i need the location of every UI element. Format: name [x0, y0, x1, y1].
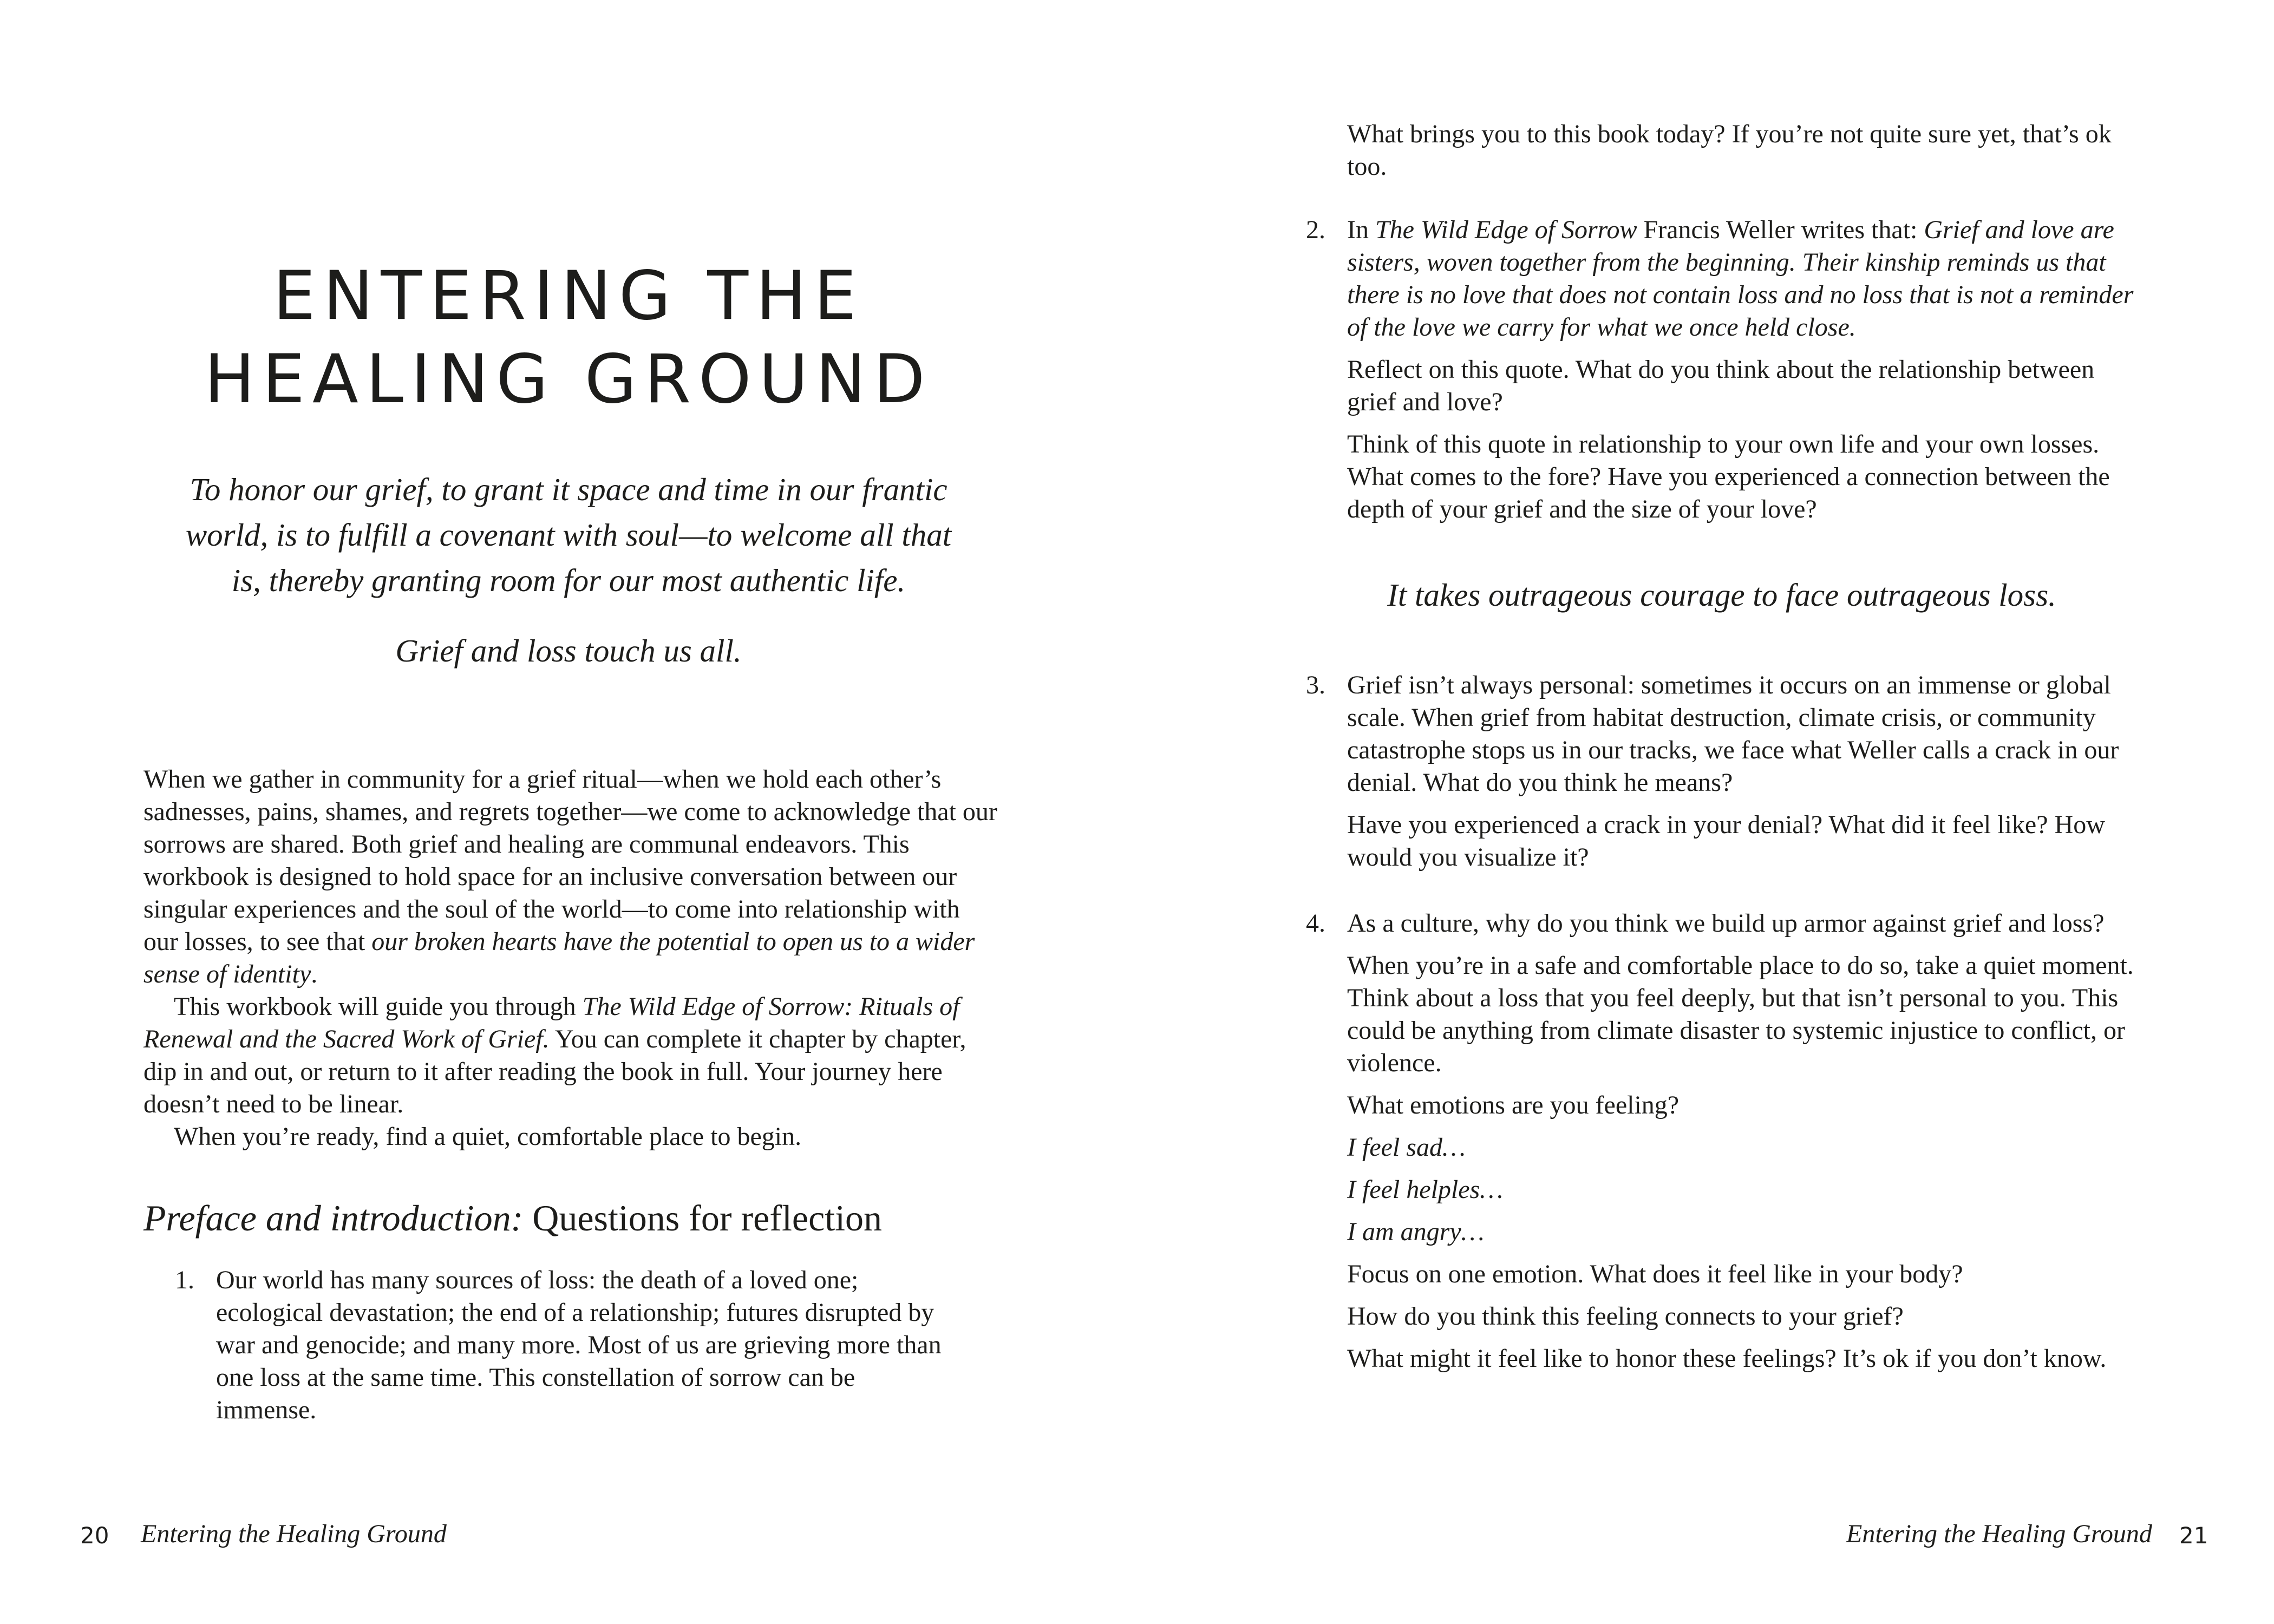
running-footer-left: Entering the Healing Ground [141, 1520, 447, 1548]
question-text: Think of this quote in relationship to your own life and your own losses. What comes to the fore? Have you experienced a connection between the depth of your grief and the size of your love? [1347, 430, 2110, 523]
question-number: 1. [175, 1266, 194, 1294]
question-text: As a culture, why do you think we build up armor against grief and loss? [1347, 909, 2105, 938]
right-page [1137, 0, 2274, 1624]
intro-p1-text: When we gather in community for a grief ritual—when we hold each other’s sadnesses, pains, shames, and regrets together—we come to acknowledge that our sorrows are shared. Both grief and healing are communal endeavors. This workbook is designed to hold space for an inclusive conversation between our singular experiences and the soul of the world—to come into relationship with our losses, to see that [143, 765, 997, 956]
question-text: Focus on one emotion. What does it feel like in your body? [1347, 1260, 1963, 1288]
question-text: Grief isn’t always personal: sometimes it occurs on an immense or global scale. When grief from habitat destruction, climate crisis, or community catastrophe stops us in our tracks, we face what Weller calls a crack in our denial. What do you think he means? [1347, 671, 2119, 797]
intro-p2-text-b: You can complete it chapter by chapter, dip in and out, or return to it after reading the book in full. Your journey here doesn’t need to be linear. [143, 1025, 966, 1118]
chapter-title-line-1: ENTERING THE [273, 257, 864, 335]
prompt-italic: I feel sad… [1347, 1133, 1466, 1162]
epigraph: To honor our grief, to grant it space and time in our frantic world, is to fulfill a covenant with soul—to welcome all that is, thereby granting room for our most authentic life. [185, 472, 952, 598]
question-text: When you’re in a safe and comfortable place to do so, take a quiet moment. Think about a loss that you feel deeply, but that isn’t personal to you. This could be anything from climate disaster to systemic injustice to conflict, or violence. [1347, 951, 2134, 1077]
chapter-title [146, 254, 991, 421]
item2-quote: Grief and love are sisters, woven together from the beginning. Their kinship reminds us that there is no love that does not contain loss and no loss that is not a reminder of the love we carry for what we once held close. [1347, 215, 2134, 342]
running-footer-right: Entering the Healing Ground [1846, 1520, 2152, 1548]
chapter-title-line-2: HEALING GROUND [204, 340, 933, 418]
section-heading [143, 1195, 882, 1241]
prompt-italic: I am angry… [1347, 1217, 1485, 1246]
item2-text-a: In [1347, 215, 1375, 244]
intro-paragraph-3: When you’re ready, find a quiet, comfortable place to begin. [174, 1122, 802, 1151]
intro-p2-text: This workbook will guide you through [174, 992, 583, 1021]
question-text: Reflect on this quote. What do you think about the relationship between grief and love? [1347, 355, 2095, 416]
question-text: Our world has many sources of loss: the death of a loved one; ecological devastation; the end of a relationship; futures disrupted by war and genocide; and many more. Most of us are grieving more than one loss at the same time. This constellation of sorrow can be immense. [216, 1266, 942, 1424]
section-heading-rest: Questions for reflection [523, 1197, 883, 1239]
question-item-1-continued [1347, 118, 2138, 193]
question-text [1347, 214, 2138, 344]
item2-text-b: Francis Weller writes that: [1637, 215, 1924, 244]
intro-p2-book-title: The Wild Edge of Sorrow: Rituals of Renewal and the Sacred Work of Grief. [143, 992, 960, 1053]
intro-text [143, 763, 999, 1153]
question-number: 3. [1306, 671, 1325, 699]
intro-paragraph-2 [143, 991, 999, 1121]
intro-p1-end: . [311, 960, 318, 988]
prompt-italic: I feel helples… [1347, 1175, 1503, 1204]
section-heading-italic: Preface and introduction: [143, 1197, 524, 1239]
question-text: Have you experienced a crack in your denial? What did it feel like? How would you visualize it? [1347, 810, 2105, 872]
epigraph-second-line: Grief and loss touch us all. [395, 633, 742, 669]
question-text: What emotions are you feeling? [1347, 1091, 1680, 1119]
page-number-left: 20 [80, 1522, 109, 1549]
question-text: How do you think this feeling connects to your grief? [1347, 1302, 1904, 1331]
page-number-right: 21 [2179, 1522, 2208, 1549]
item2-book-title: The Wild Edge of Sorrow [1375, 215, 1637, 244]
pull-quote: It takes outrageous courage to face outrageous loss. [1387, 577, 2056, 613]
question-text: What might it feel like to honor these feelings? It’s ok if you don’t know. [1347, 1344, 2107, 1373]
question-number: 4. [1306, 909, 1325, 938]
question-number: 2. [1306, 215, 1325, 244]
question-text: What brings you to this book today? If you’re not quite sure yet, that’s ok too. [1347, 120, 2112, 181]
intro-p1-emphasis: our broken hearts have the potential to open us to a wider sense of identity [143, 927, 975, 988]
intro-paragraph-1 [143, 763, 999, 991]
